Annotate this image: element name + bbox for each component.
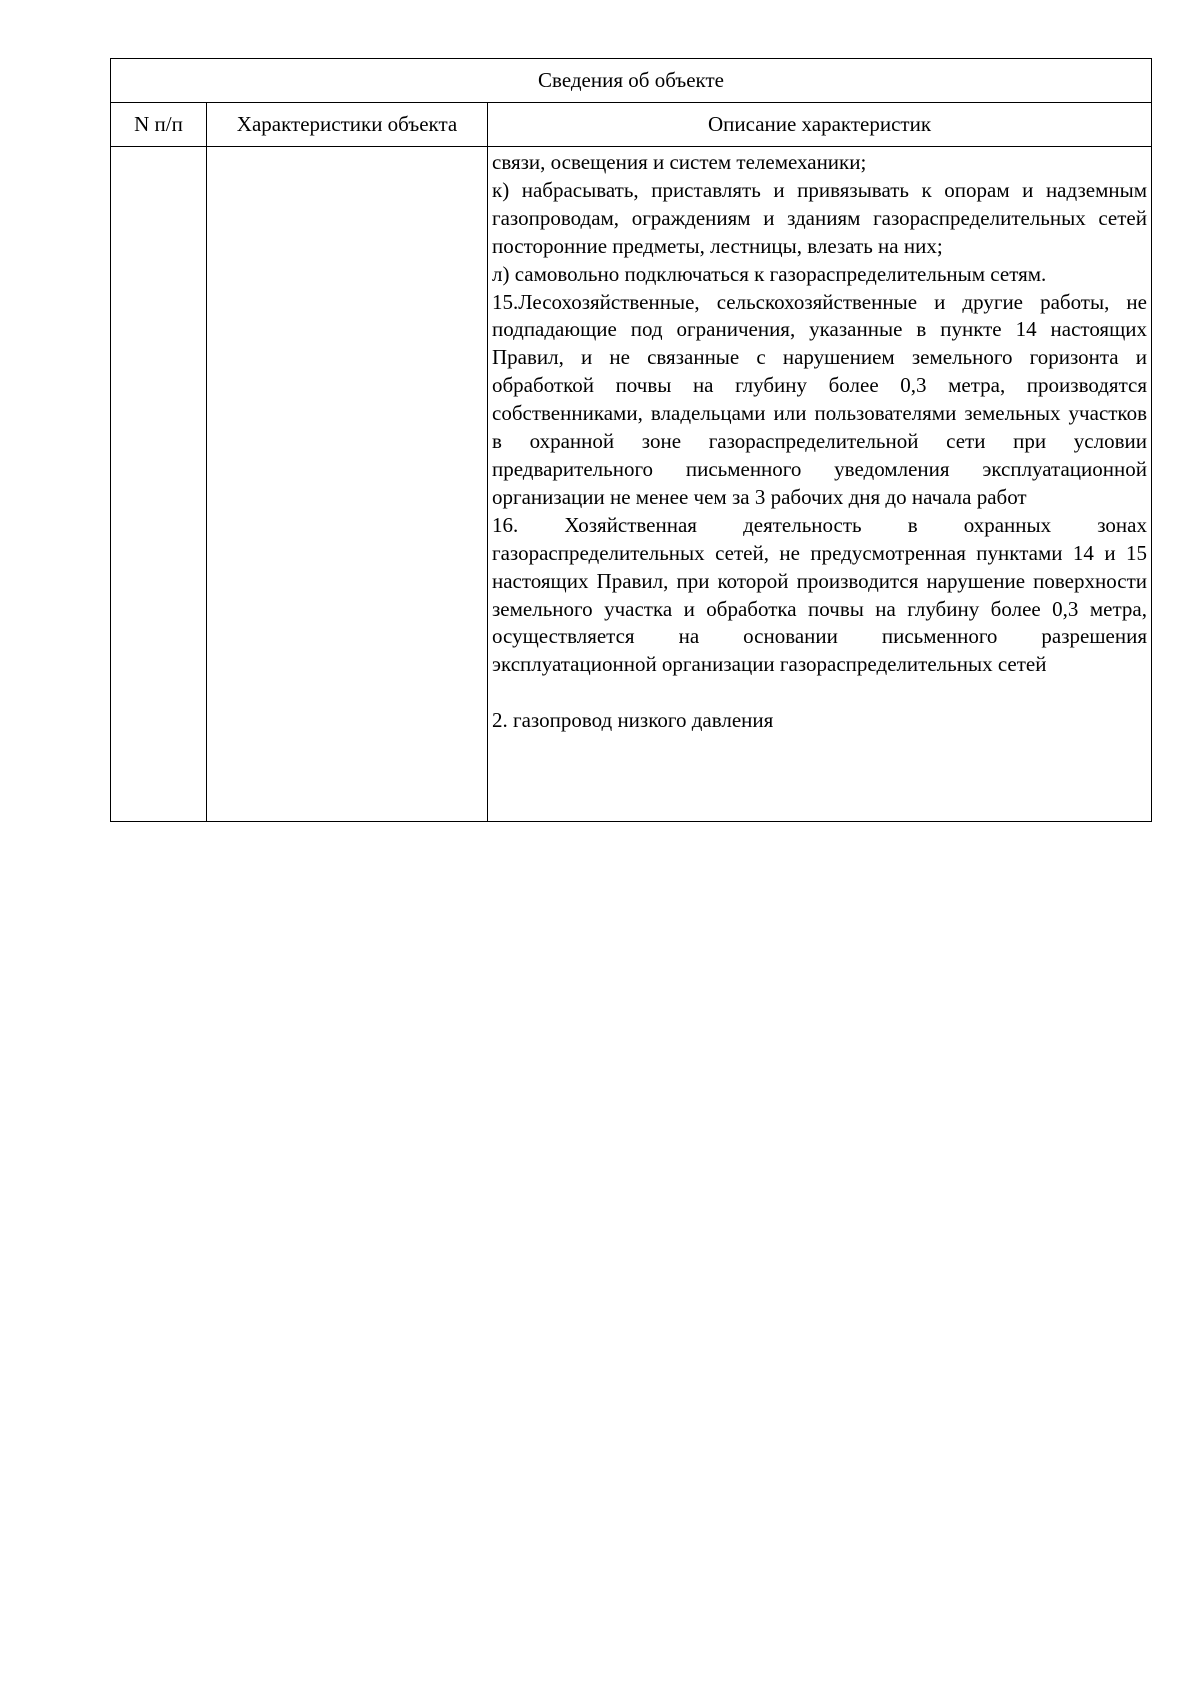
description-paragraph: 15.Лесохозяйственные, сельскохозяйственные и другие работы, не подпадающие под ограничения, указанные в пункте 14 настоящих Правил, и не связанные с нарушением земельного горизонта и обработкой почвы на глубину более 0,3 метра, производятся собственниками, владельцами или пользователями земельных участков в охранной зоне газораспределительной сети при условии предварительного письменного уведомления эксплуатационной организации не менее чем за 3 рабочих дня до начала работ — [492, 289, 1147, 509]
cell-number — [111, 147, 207, 822]
description-paragraph: связи, освещения и систем телемеханики; — [492, 150, 867, 174]
header-number: N п/п — [111, 103, 207, 147]
header-characteristics: Характеристики объекта — [207, 103, 488, 147]
blank-line — [492, 679, 1147, 707]
table-caption-row — [111, 59, 1152, 103]
cell-description — [488, 147, 1152, 822]
description-paragraph: к) набрасывать, приставлять и привязывать к опорам и надземным газопроводам, ограждениям и зданиям газораспределительных сетей посторонние предметы, лестницы, влезать на них; — [492, 177, 1147, 258]
header-description: Описание характеристик — [488, 103, 1152, 147]
cell-characteristics — [207, 147, 488, 822]
description-paragraph: 2. газопровод низкого давления — [492, 708, 774, 733]
description-paragraph: л) самовольно подключаться к газораспределительным сетям. — [492, 261, 1047, 286]
table-row — [111, 147, 1152, 822]
table-caption: Сведения об объекте — [111, 59, 1152, 103]
description-paragraph: 16. Хозяйственная деятельность в охранных зонах газораспределительных сетей, не предусмотренная пунктами 14 и 15 настоящих Правил, при которой производится нарушение поверхности земельного участка и обработка почвы на глубину более 0,3 метра, осуществляется на основании письменного разрешения эксплуатационной организации газораспределительных сетей — [492, 512, 1147, 677]
object-info-table — [110, 58, 1152, 822]
table-header-row — [111, 103, 1152, 147]
